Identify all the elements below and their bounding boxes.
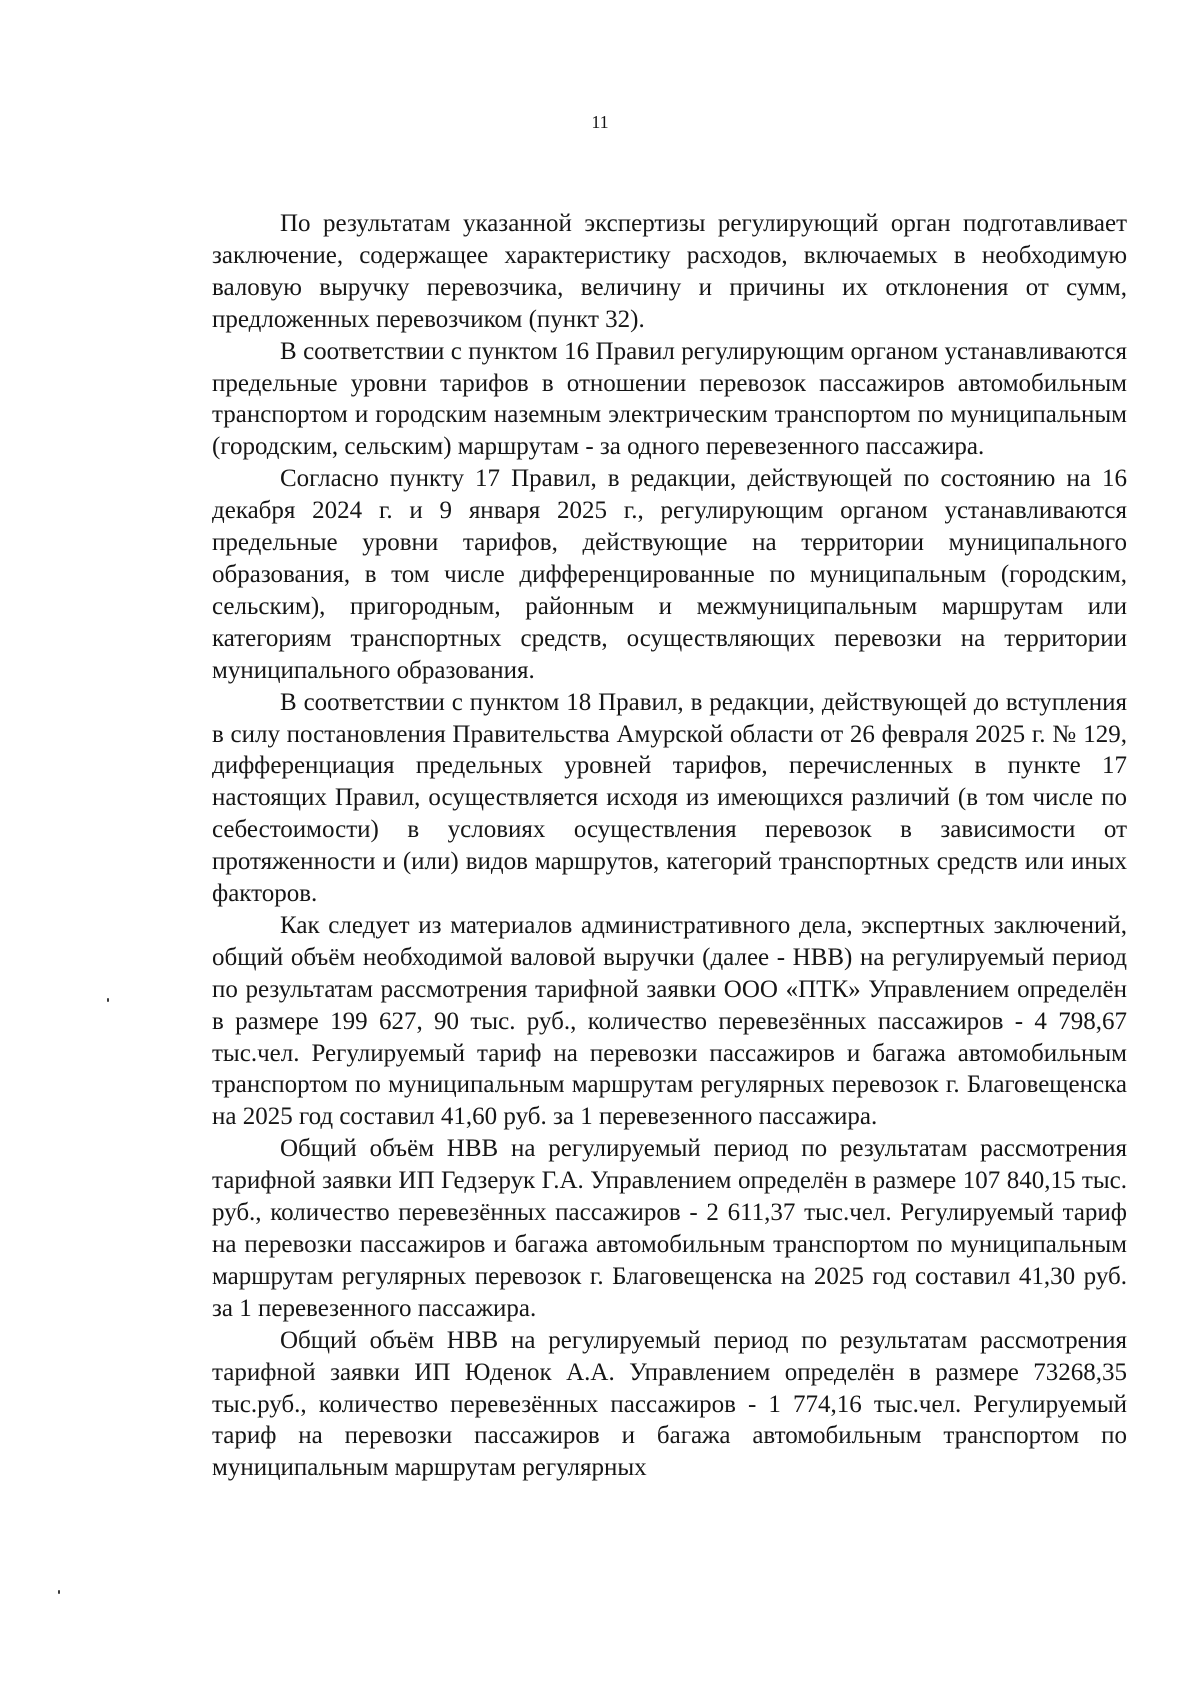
paragraph-ptk-tariff: Как следует из материалов административного дела, экспертных заключений, общий объём необходимой валовой выручки (далее - НВВ) на регулируемый период по результатам рассмотрения тарифной заявки ООО «ПТК» Управлением определён в размере 199 627, 90 тыс. руб., количество перевезённых пассажиров - 4 798,67 тыс.чел. Регулируемый тариф на перевозки пассажиров и багажа автомобильным транспортом по муниципальным маршрутам регулярных перевозок г. Благовещенска на 2025 год составил 41,60 руб. за 1 перевезенного пассажира.: [212, 911, 1127, 1131]
document-body: [212, 208, 1127, 1484]
paragraph-yudenok-tariff: Общий объём НВВ на регулируемый период по результатам рассмотрения тарифной заявки ИП Юденок А.А. Управлением определён в размере 73268,35 тыс.руб., количество перевезённых пассажиров - 1 774,16 тыс.чел. Регулируемый тариф на перевозки пассажиров и багажа автомобильным транспортом по муниципальным маршрутам регулярных: [212, 1326, 1127, 1482]
scan-speck: [107, 998, 109, 1002]
page-number: 11: [591, 112, 609, 132]
paragraph-expert-conclusion: По результатам указанной экспертизы регулирующий орган подготавливает заключение, содержащее характеристику расходов, включаемых в необходимую валовую выручку перевозчика, величину и причины их отклонения от сумм, предложенных перевозчиком (пункт 32).: [212, 210, 1127, 333]
paragraph-rule-18: В соответствии с пунктом 18 Правил, в редакции, действующей до вступления в силу постановления Правительства Амурской области от 26 февраля 2025 г. № 129, дифференциация предельных уровней тарифов, перечисленных в пункте 17 настоящих Правил, осуществляется исходя из имеющихся различий (в том числе по себестоимости) в условиях осуществления перевозок в зависимости от протяженности и (или) видов маршрутов, категорий транспортных средств или иных факторов.: [212, 688, 1127, 908]
paragraph-rule-17: Согласно пункту 17 Правил, в редакции, действующей по состоянию на 16 декабря 2024 г. и 9 января 2025 г., регулирующим органом устанавливаются предельные уровни тарифов, действующие на территории муниципального образования, в том числе дифференцированные по муниципальным (городским, сельским), пригородным, районным и межмуниципальным маршрутам или категориям транспортных средств, осуществляющих перевозки на территории муниципального образования.: [212, 465, 1127, 684]
scan-speck: [58, 1590, 60, 1594]
paragraph-gedzeruk-tariff: Общий объём НВВ на регулируемый период по результатам рассмотрения тарифной заявки ИП Гедзерук Г.А. Управлением определён в размере 107 840,15 тыс. руб., количество перевезённых пассажиров - 2 611,37 тыс.чел. Регулируемый тариф на перевозки пассажиров и багажа автомобильным транспортом по муниципальным маршрутам регулярных перевозок г. Благовещенска на 2025 год составил 41,30 руб. за 1 перевезенного пассажира.: [212, 1135, 1127, 1322]
paragraph-rule-16: В соответствии с пунктом 16 Правил регулирующим органом устанавливаются предельные уровни тарифов в отношении перевозок пассажиров автомобильным транспортом и городским наземным электрическим транспортом по муниципальным (городским, сельским) маршрутам - за одного перевезенного пассажира.: [212, 337, 1127, 461]
